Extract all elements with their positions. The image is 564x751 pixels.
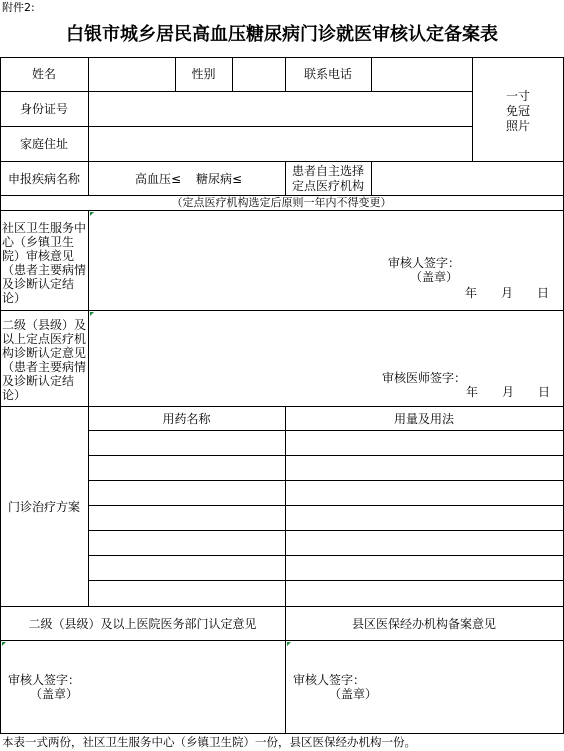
- name-field[interactable]: [89, 58, 175, 91]
- hospital-choice-field[interactable]: [372, 162, 563, 195]
- dosage-cell[interactable]: [286, 431, 563, 455]
- name-label: 姓名: [31, 67, 56, 81]
- attachment-label: 附件2:: [2, 1, 35, 14]
- dosage-cell[interactable]: [286, 581, 563, 606]
- drug-name-cell[interactable]: [89, 456, 285, 480]
- secondary-date: 年 月 日: [466, 385, 551, 399]
- hypertension-option[interactable]: 高血压≤: [135, 172, 182, 186]
- hospital-dept-reviewer-signature: 审核人签字：: [8, 673, 81, 687]
- diabetes-option[interactable]: 糖尿病≤: [196, 172, 243, 186]
- phone-label: 联系电话: [303, 67, 352, 81]
- phone-field[interactable]: [372, 58, 472, 91]
- community-seal: （盖章）: [410, 270, 459, 284]
- photo-line-1: 一寸: [505, 89, 530, 103]
- community-date: 年 月 日: [465, 286, 550, 300]
- choose-hospital-label-2: 定点医疗机构: [291, 179, 364, 193]
- dosage-cell[interactable]: [286, 506, 563, 530]
- dosage-cell[interactable]: [286, 556, 563, 580]
- secondary-diagnosis-label: 二级（县级）及以上定点医疗机构诊断认定意见（患者主要病情及诊断认定结论）: [2, 318, 87, 402]
- drug-name-cell[interactable]: [89, 531, 285, 555]
- hospital-dept-seal: （盖章）: [30, 687, 79, 701]
- address-label: 家庭住址: [19, 137, 68, 151]
- hospital-dept-opinion-title: 二级（县级）及以上医院医务部门认定意见: [28, 617, 257, 631]
- disease-name-label: 申报疾病名称: [7, 172, 80, 186]
- gender-field[interactable]: [233, 58, 285, 91]
- insurance-reviewer-signature: 审核人签字：: [293, 673, 366, 687]
- photo-line-3: 照片: [505, 119, 530, 133]
- choose-hospital-label-1: 患者自主选择: [291, 164, 364, 178]
- dosage-usage-header: 用量及用法: [393, 412, 454, 426]
- photo-line-2: 免冠: [505, 104, 530, 118]
- dosage-cell[interactable]: [286, 481, 563, 505]
- community-review-label: 社区卫生服务中心（乡镇卫生院）审核意见（患者主要病情及诊断认定结论）: [2, 221, 87, 305]
- selection-note: （定点医疗机构选定后原则一年内不得变更）: [171, 196, 392, 209]
- dosage-cell[interactable]: [286, 456, 563, 480]
- insurance-filing-opinion-title: 县区医保经办机构备案意见: [351, 617, 496, 631]
- drug-name-cell[interactable]: [89, 506, 285, 530]
- drug-name-cell[interactable]: [89, 481, 285, 505]
- id-number-label: 身份证号: [19, 102, 68, 116]
- page-title: 白银市城乡居民高血压糖尿病门诊就医审核认定备案表: [66, 24, 498, 45]
- treatment-plan-label: 门诊治疗方案: [7, 500, 80, 514]
- id-number-field[interactable]: [89, 92, 472, 126]
- footer-note: 本表一式两份，社区卫生服务中心（乡镇卫生院）一份，县区医保经办机构一份。: [2, 735, 416, 749]
- drug-name-header: 用药名称: [162, 412, 211, 426]
- drug-name-cell[interactable]: [89, 556, 285, 580]
- secondary-doctor-signature: 审核医师签字：: [382, 371, 467, 385]
- community-reviewer-signature: 审核人签字：: [388, 256, 461, 270]
- drug-name-cell[interactable]: [89, 431, 285, 455]
- photo-box: [473, 58, 563, 161]
- insurance-seal: （盖章）: [329, 687, 378, 701]
- drug-name-cell[interactable]: [89, 581, 285, 606]
- insurance-filing-opinion-field[interactable]: [286, 641, 563, 733]
- address-field[interactable]: [89, 127, 472, 161]
- gender-label: 性别: [191, 67, 216, 81]
- dosage-cell[interactable]: [286, 531, 563, 555]
